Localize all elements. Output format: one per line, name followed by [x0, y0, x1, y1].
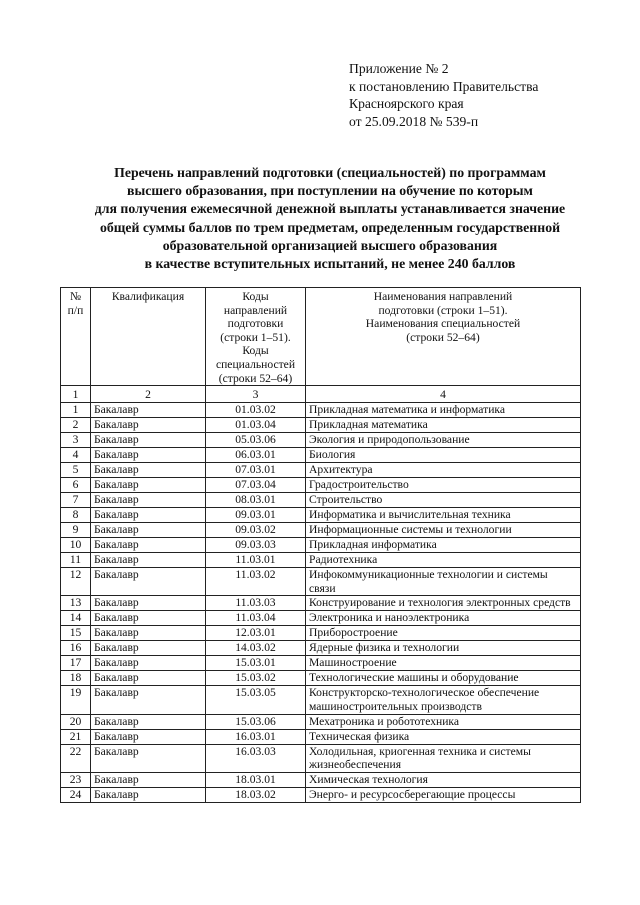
row-num: 24: [61, 787, 91, 802]
row-num: 21: [61, 729, 91, 744]
title-line: для получения ежемесячной денежной выплаты устанавливается значение: [94, 201, 566, 217]
row-qualification: Бакалавр: [91, 448, 206, 463]
title-line: Перечень направлений подготовки (специальностей) по программам: [114, 165, 546, 180]
row-num: 14: [61, 611, 91, 626]
title-line: высшего образования, при поступлении на обучение по которым: [127, 183, 533, 199]
row-code: 06.03.01: [206, 448, 306, 463]
table-row: [61, 433, 581, 448]
table-row: [61, 787, 581, 802]
directions-table: [60, 287, 581, 803]
row-qualification: Бакалавр: [91, 641, 206, 656]
row-qualification: Бакалавр: [91, 714, 206, 729]
row-code: 01.03.02: [206, 403, 306, 418]
table-row: [61, 403, 581, 418]
row-num: 22: [61, 744, 91, 772]
table-row: [61, 538, 581, 553]
row-name: Конструкторско-технологическое обеспечение машиностроительных производств: [306, 686, 581, 714]
row-name: Мехатроника и робототехника: [306, 714, 581, 729]
row-num: 7: [61, 493, 91, 508]
row-name: Информационные системы и технологии: [306, 523, 581, 538]
table-row: [61, 686, 581, 714]
table-row: [61, 626, 581, 641]
header-qualification: Квалификация: [91, 288, 206, 386]
row-code: 18.03.02: [206, 787, 306, 802]
row-code: 15.03.06: [206, 714, 306, 729]
row-name: Биология: [306, 448, 581, 463]
row-qualification: Бакалавр: [91, 656, 206, 671]
row-code: 09.03.03: [206, 538, 306, 553]
row-name: Технологические машины и оборудование: [306, 671, 581, 686]
title-line: в качестве вступительных испытаний, не менее 240 баллов: [144, 256, 516, 272]
row-code: 01.03.04: [206, 418, 306, 433]
row-code: 11.03.02: [206, 568, 306, 596]
table-row: [61, 744, 581, 772]
row-code: 08.03.01: [206, 493, 306, 508]
column-number: 2: [91, 386, 206, 403]
header-names: Наименования направлений подготовки (строки 1–51). Наименования специальностей (строки 52–64): [306, 288, 581, 386]
table-row: [61, 463, 581, 478]
row-qualification: Бакалавр: [91, 596, 206, 611]
row-name: Радиотехника: [306, 553, 581, 568]
row-qualification: Бакалавр: [91, 523, 206, 538]
table-row: [61, 493, 581, 508]
row-num: 8: [61, 508, 91, 523]
row-num: 9: [61, 523, 91, 538]
row-code: 07.03.04: [206, 478, 306, 493]
row-num: 11: [61, 553, 91, 568]
row-code: 15.03.05: [206, 686, 306, 714]
column-number-row: [61, 386, 581, 403]
row-qualification: Бакалавр: [91, 403, 206, 418]
table-row: [61, 448, 581, 463]
row-name: Техническая физика: [306, 729, 581, 744]
row-code: 07.03.01: [206, 463, 306, 478]
row-code: 12.03.01: [206, 626, 306, 641]
table-row: [61, 611, 581, 626]
header-num: № п/п: [61, 288, 91, 386]
row-num: 1: [61, 403, 91, 418]
table-row: [61, 568, 581, 596]
row-qualification: Бакалавр: [91, 787, 206, 802]
header-codes: Коды направлений подготовки (строки 1–51). Коды специальностей (строки 52–64): [206, 288, 306, 386]
column-number: 3: [206, 386, 306, 403]
row-code: 16.03.03: [206, 744, 306, 772]
row-name: Инфокоммуникационные технологии и системы связи: [306, 568, 581, 596]
row-name: Прикладная математика и информатика: [306, 403, 581, 418]
row-qualification: Бакалавр: [91, 418, 206, 433]
row-qualification: Бакалавр: [91, 626, 206, 641]
row-num: 19: [61, 686, 91, 714]
row-name: Строительство: [306, 493, 581, 508]
row-num: 13: [61, 596, 91, 611]
row-code: 11.03.04: [206, 611, 306, 626]
row-qualification: Бакалавр: [91, 729, 206, 744]
row-code: 09.03.02: [206, 523, 306, 538]
table-header-row: [61, 288, 581, 386]
row-code: 15.03.02: [206, 671, 306, 686]
table-row: [61, 641, 581, 656]
table-row: [61, 729, 581, 744]
title-line: образовательной организацией высшего образования: [162, 237, 498, 253]
row-num: 18: [61, 671, 91, 686]
appendix-line: Приложение № 2: [349, 61, 449, 76]
row-name: Энерго- и ресурсосберегающие процессы: [306, 787, 581, 802]
column-number: 4: [306, 386, 581, 403]
row-code: 11.03.03: [206, 596, 306, 611]
title-line: общей суммы баллов по трем предметам, определенным государственной: [99, 219, 561, 235]
document-title: [40, 164, 620, 273]
table-row: [61, 523, 581, 538]
row-num: 2: [61, 418, 91, 433]
row-name: Электроника и наноэлектроника: [306, 611, 581, 626]
row-name: Архитектура: [306, 463, 581, 478]
table-row: [61, 553, 581, 568]
row-num: 23: [61, 772, 91, 787]
row-num: 5: [61, 463, 91, 478]
table-row: [61, 418, 581, 433]
appendix-line: от 25.09.2018 № 539-п: [349, 113, 479, 129]
table-row: [61, 478, 581, 493]
row-qualification: Бакалавр: [91, 671, 206, 686]
row-name: Прикладная математика: [306, 418, 581, 433]
row-num: 12: [61, 568, 91, 596]
row-name: Приборостроение: [306, 626, 581, 641]
row-qualification: Бакалавр: [91, 463, 206, 478]
appendix-line: Красноярского края: [349, 96, 464, 111]
row-num: 10: [61, 538, 91, 553]
appendix-line: к постановлению Правительства: [349, 78, 539, 94]
table-row: [61, 596, 581, 611]
row-qualification: Бакалавр: [91, 744, 206, 772]
row-qualification: Бакалавр: [91, 433, 206, 448]
row-qualification: Бакалавр: [91, 686, 206, 714]
row-qualification: Бакалавр: [91, 772, 206, 787]
table-row: [61, 508, 581, 523]
appendix-block: [349, 60, 589, 130]
row-qualification: Бакалавр: [91, 553, 206, 568]
table-row: [61, 714, 581, 729]
row-name: Холодильная, криогенная техника и системы жизнеобеспечения: [306, 744, 581, 772]
row-code: 11.03.01: [206, 553, 306, 568]
row-name: Машиностроение: [306, 656, 581, 671]
table-row: [61, 671, 581, 686]
row-qualification: Бакалавр: [91, 493, 206, 508]
row-code: 14.03.02: [206, 641, 306, 656]
row-code: 05.03.06: [206, 433, 306, 448]
row-qualification: Бакалавр: [91, 538, 206, 553]
row-name: Экология и природопользование: [306, 433, 581, 448]
row-qualification: Бакалавр: [91, 568, 206, 596]
table-row: [61, 772, 581, 787]
row-code: 18.03.01: [206, 772, 306, 787]
row-num: 17: [61, 656, 91, 671]
row-num: 15: [61, 626, 91, 641]
row-name: Химическая технология: [306, 772, 581, 787]
row-qualification: Бакалавр: [91, 478, 206, 493]
row-num: 20: [61, 714, 91, 729]
table-row: [61, 656, 581, 671]
row-num: 4: [61, 448, 91, 463]
row-name: Конструирование и технология электронных средств: [306, 596, 581, 611]
row-code: 16.03.01: [206, 729, 306, 744]
row-num: 3: [61, 433, 91, 448]
row-num: 6: [61, 478, 91, 493]
row-name: Градостроительство: [306, 478, 581, 493]
row-code: 15.03.01: [206, 656, 306, 671]
column-number: 1: [61, 386, 91, 403]
row-qualification: Бакалавр: [91, 508, 206, 523]
row-num: 16: [61, 641, 91, 656]
row-name: Ядерные физика и технологии: [306, 641, 581, 656]
row-name: Информатика и вычислительная техника: [306, 508, 581, 523]
row-code: 09.03.01: [206, 508, 306, 523]
row-name: Прикладная информатика: [306, 538, 581, 553]
row-qualification: Бакалавр: [91, 611, 206, 626]
